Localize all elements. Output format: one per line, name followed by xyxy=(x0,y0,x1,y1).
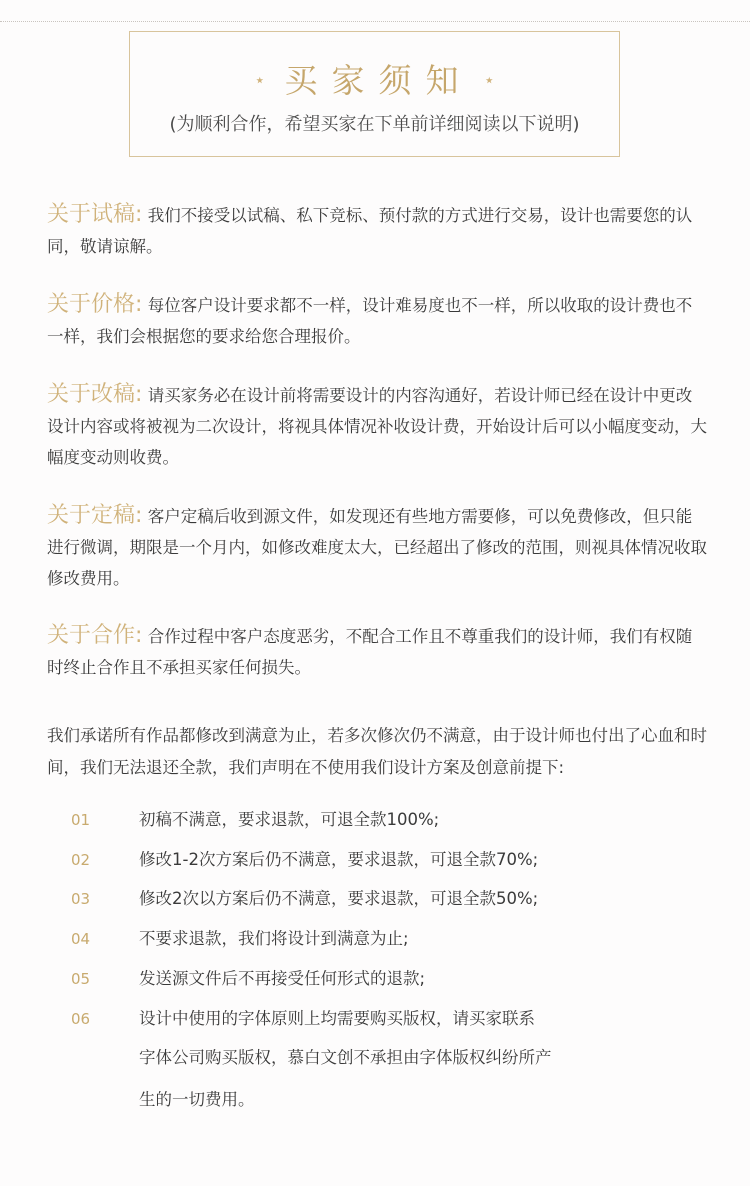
section-revision xyxy=(47,379,707,473)
section-colon: : xyxy=(135,382,143,407)
list-number: 02 xyxy=(71,851,91,869)
section-final xyxy=(47,500,707,594)
list-item xyxy=(0,805,750,835)
section-body: 每位客户设计要求都不一样，设计难易度也不一样，所以收取的设计费也不一样，我们会根据您的要求给您合理报价。 xyxy=(47,296,693,346)
top-dotted-divider xyxy=(0,21,750,22)
star-left-icon: ⋆ xyxy=(254,69,266,91)
section-colon: : xyxy=(135,202,143,227)
section-body: 客户定稿后收到源文件，如发现还有些地方需要修，可以免费修改，但只能进行微调，期限是一个月内，如修改难度太大，已经超出了修改的范围，则视具体情况收取修改费用。 xyxy=(47,507,707,588)
page-title: 买家须知 xyxy=(284,60,473,100)
title-line xyxy=(130,60,619,100)
list-number: 04 xyxy=(71,930,91,948)
star-right-icon: ⋆ xyxy=(483,69,495,91)
list-text: 发送源文件后不再接受任何形式的退款; xyxy=(139,969,426,988)
section-title: 关于定稿 xyxy=(47,503,136,528)
list-number: 06 xyxy=(71,1010,91,1028)
list-text-continuation: 字体公司购买版权，慕白文创不承担由字体版权纠纷所产 xyxy=(139,1048,552,1067)
list-item xyxy=(0,1004,750,1034)
section-colon: : xyxy=(135,292,143,317)
section-cooperation xyxy=(47,620,707,683)
section-title: 关于改稿 xyxy=(47,382,136,407)
title-box xyxy=(129,31,620,157)
section-body: 请买家务必在设计前将需要设计的内容沟通好，若设计师已经在设计中更改设计内容或将被视为二次设计，将视具体情况补收设计费，开始设计后可以小幅度变动，大幅度变动则收费。 xyxy=(47,386,707,467)
list-text: 修改1-2次方案后仍不满意，要求退款，可退全款70%; xyxy=(139,850,539,869)
list-item xyxy=(0,845,750,875)
section-body: 我们不接受以试稿、私下竞标、预付款的方式进行交易，设计也需要您的认同，敬请谅解。 xyxy=(47,206,693,256)
section-colon: : xyxy=(135,623,143,648)
section-body: 合作过程中客户态度恶劣，不配合工作且不尊重我们的设计师，我们有权随时终止合作且不承担买家任何损失。 xyxy=(47,627,693,677)
list-text: 修改2次以方案后仍不满意，要求退款，可退全款50%; xyxy=(139,889,539,908)
section-title: 关于价格 xyxy=(47,292,136,317)
list-number: 05 xyxy=(71,970,91,988)
list-item xyxy=(0,964,750,994)
list-text: 设计中使用的字体原则上均需要购买版权，请买家联系 xyxy=(139,1009,535,1028)
promise-paragraph: 我们承诺所有作品都修改到满意为止，若多次修次仍不满意，由于设计师也付出了心血和时间，我们无法退还全款，我们声明在不使用我们设计方案及创意前提下: xyxy=(47,726,707,777)
list-text: 初稿不满意，要求退款，可退全款100%; xyxy=(139,810,440,829)
list-number: 01 xyxy=(71,811,91,829)
list-item xyxy=(0,924,750,954)
list-text-continuation: 生的一切费用。 xyxy=(139,1090,255,1109)
section-title: 关于试稿 xyxy=(47,202,136,227)
page-subtitle: (为顺利合作，希望买家在下单前详细阅读以下说明) xyxy=(169,114,580,135)
section-colon: : xyxy=(135,503,143,528)
list-number: 03 xyxy=(71,890,91,908)
list-item xyxy=(0,884,750,914)
section-title: 关于合作 xyxy=(47,623,136,648)
section-trial xyxy=(47,199,707,262)
section-price xyxy=(47,289,707,352)
list-text: 不要求退款，我们将设计到满意为止; xyxy=(139,929,409,948)
